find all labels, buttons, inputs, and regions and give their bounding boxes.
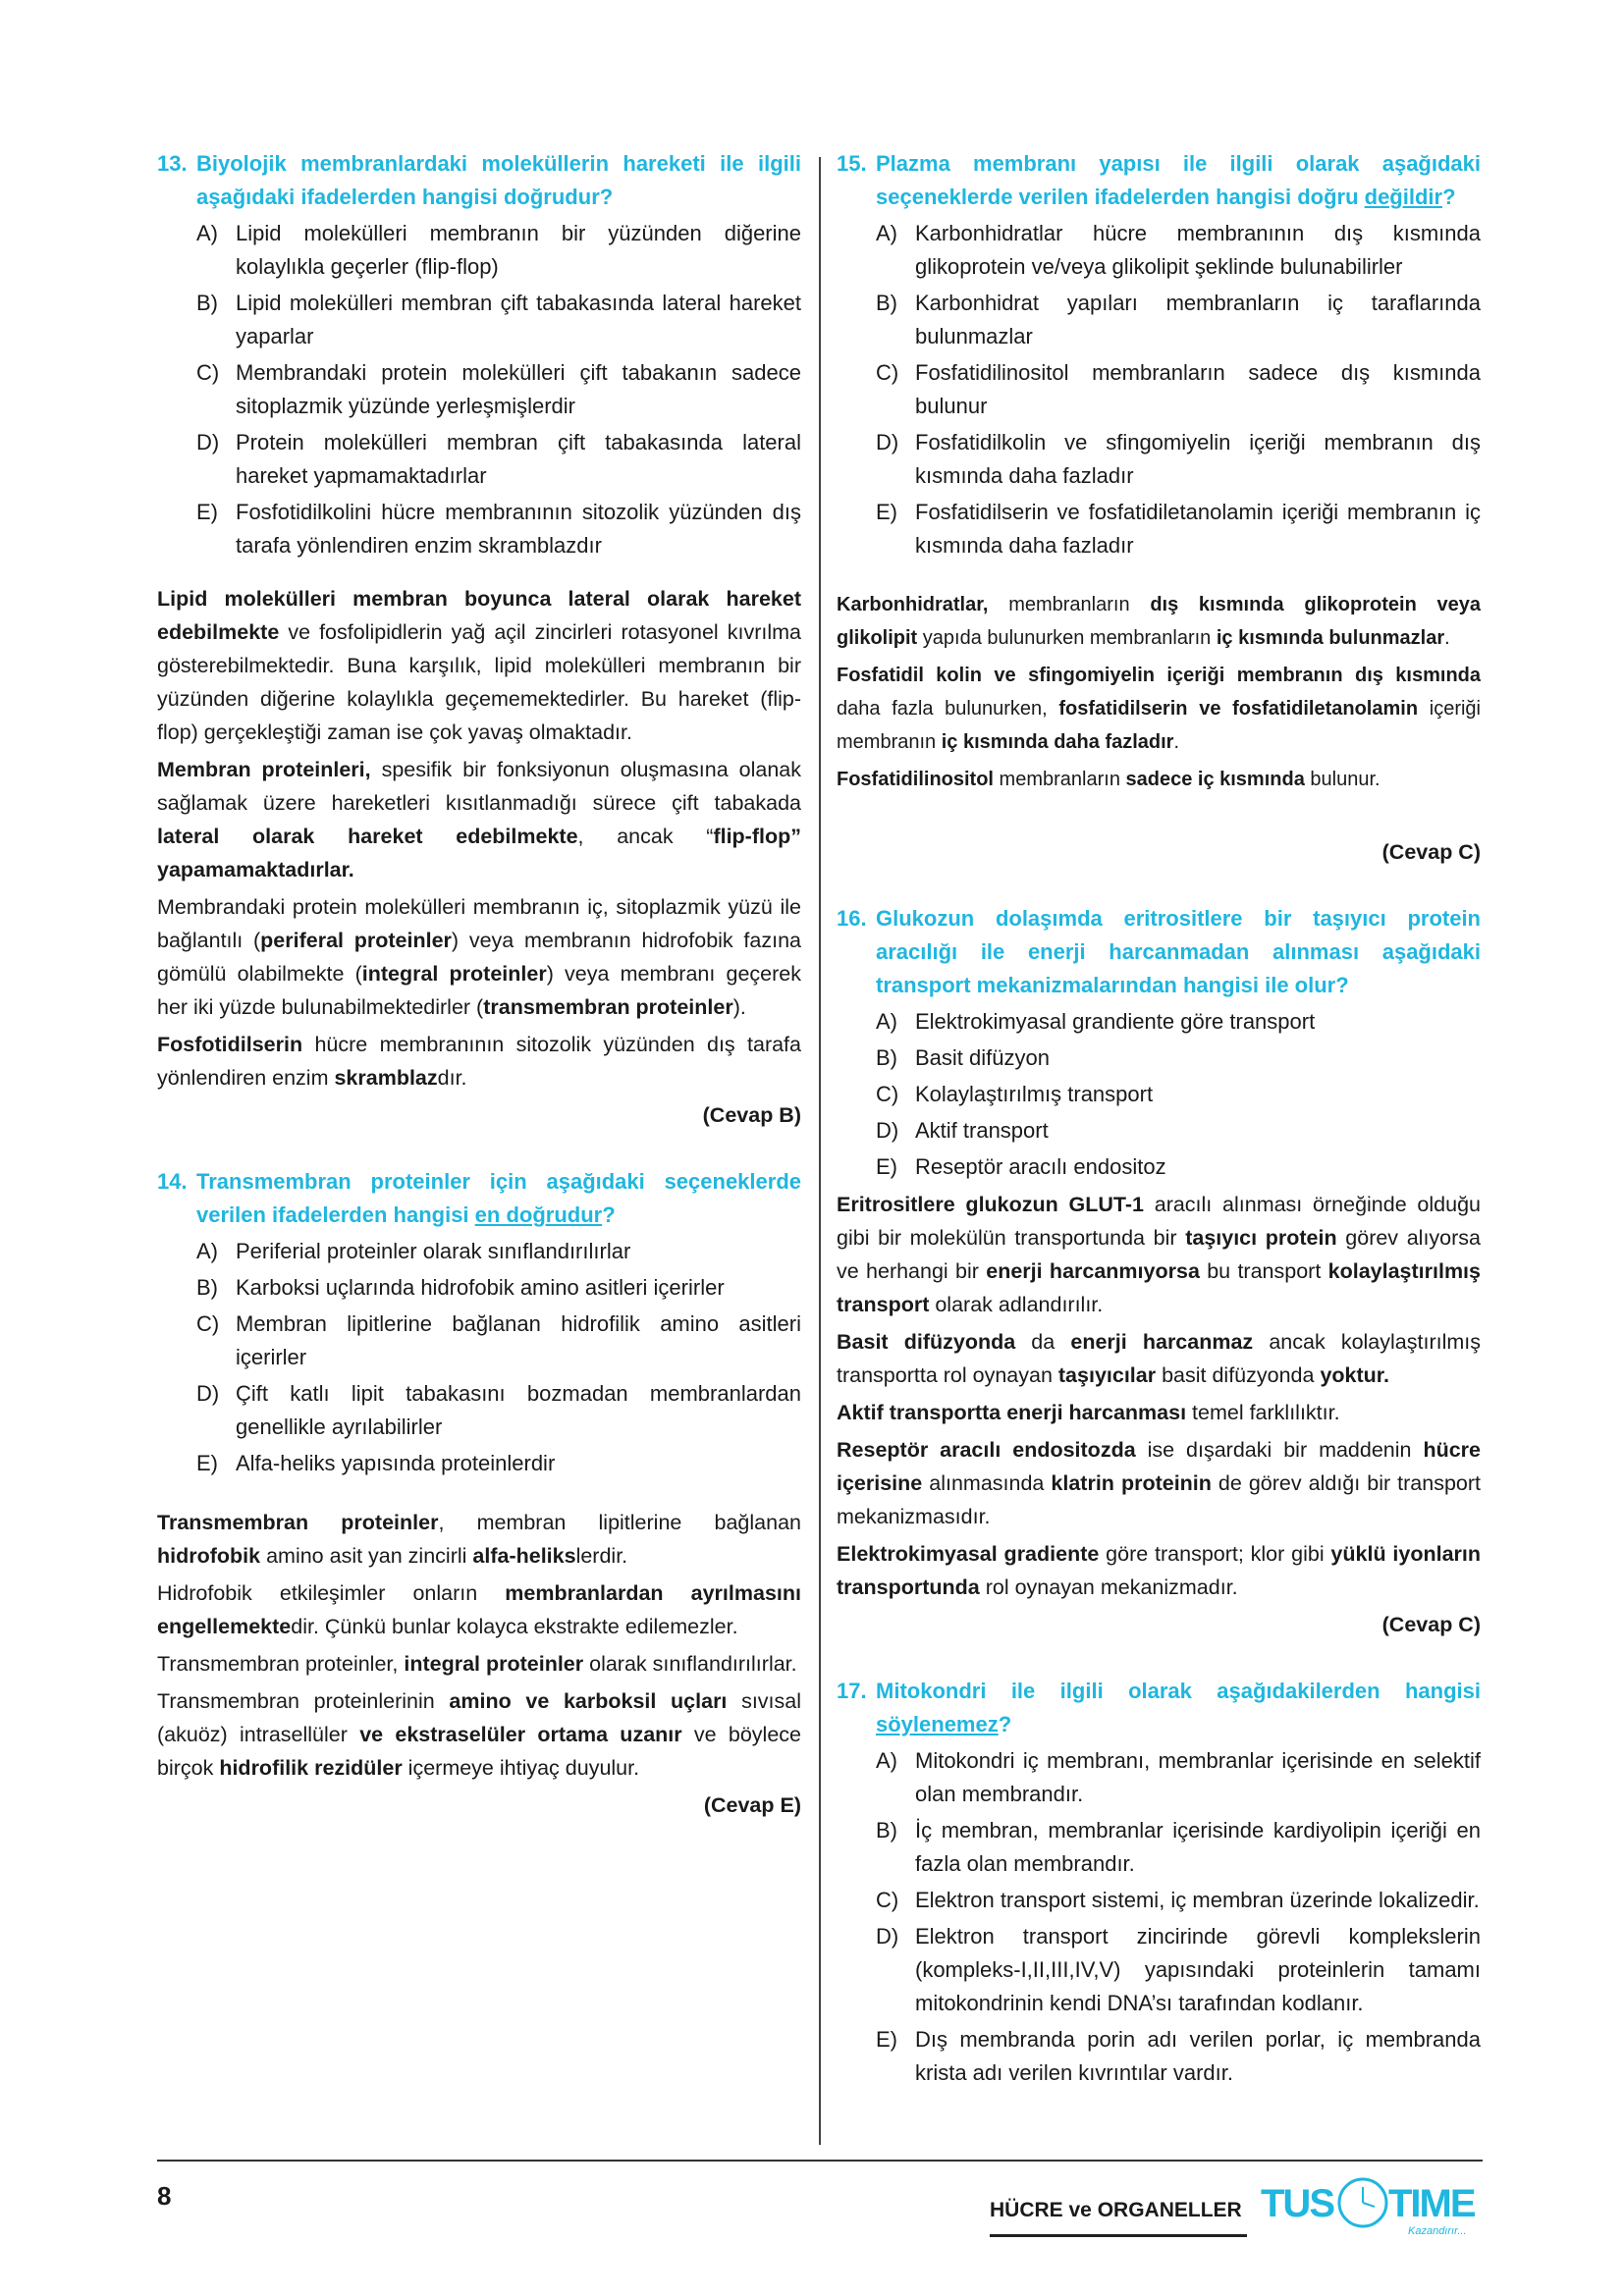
option-text: Mitokondri iç membranı, membranlar içerisinde en selektif olan membrandır. bbox=[915, 1748, 1481, 1806]
explanation-paragraph: Fosfotidilserin hücre membranının sitozolik yüzünden dış tarafa yönlendiren enzim skramblazdır. bbox=[157, 1033, 801, 1090]
explanation-14 bbox=[157, 1506, 801, 1785]
option-e bbox=[157, 1447, 801, 1480]
question-14-options bbox=[157, 1235, 801, 1480]
option-text: Protein molekülleri membran çift tabakasında lateral hareket yapmamaktadırlar bbox=[236, 430, 801, 488]
option-a bbox=[837, 217, 1481, 284]
explanation-13 bbox=[157, 582, 801, 1095]
question-16 bbox=[837, 902, 1481, 1184]
answer-14: (Cevap E) bbox=[703, 1793, 801, 1817]
option-a bbox=[157, 217, 801, 284]
option-letter: B) bbox=[196, 1275, 218, 1300]
explanation-paragraph: Elektrokimyasal gradiente göre transport; klor gibi yüklü iyonların transportunda rol oynayan mekanizmadır. bbox=[837, 1542, 1481, 1599]
question-15-options bbox=[837, 217, 1481, 562]
option-letter: D) bbox=[876, 1924, 899, 1949]
option-b bbox=[157, 1271, 801, 1305]
question-14 bbox=[157, 1165, 801, 1480]
question-number: 17. bbox=[837, 1679, 867, 1703]
option-text: Fosfotidilkolini hücre membranının sitozolik yüzünden dış tarafa yönlendiren enzim skramblazdır bbox=[236, 500, 801, 558]
answer-13: (Cevap B) bbox=[702, 1103, 801, 1127]
option-text: Karboksi uçlarında hidrofobik amino asitleri içerirler bbox=[236, 1275, 725, 1300]
option-text: Fosfatidilinositol membranların sadece dış kısmında bulunur bbox=[915, 360, 1481, 418]
option-letter: A) bbox=[876, 1009, 897, 1034]
question-text: Biyolojik membranlardaki moleküllerin hareketi ile ilgili aşağıdaki ifadelerden hangisi doğrudur? bbox=[196, 151, 801, 209]
option-c bbox=[157, 1308, 801, 1374]
question-16-stem bbox=[837, 902, 1481, 1002]
explanation-15 bbox=[837, 588, 1481, 796]
explanation-paragraph: Lipid molekülleri membran boyunca lateral olarak hareket edebilmekte ve fosfolipidlerin yağ açil zincirleri rotasyonel kıvrılma gösterebilmektedir. Buna karşılık, lipid molekülleri membranın bir yüzünden diğerine kolaylıkla geçememektedirler. Bu hareket (flip-flop) gerçekleştiği zaman ise çok yavaş olmaktadır. bbox=[157, 587, 801, 744]
right-column bbox=[837, 147, 1481, 2109]
option-letter: E) bbox=[196, 1451, 218, 1475]
explanation-paragraph: Basit difüzyonda da enerji harcanmaz ancak kolaylaştırılmış transportta rol oynayan taşıyıcılar basit difüzyonda yoktur. bbox=[837, 1330, 1481, 1387]
svg-text:TUS: TUS bbox=[1261, 2182, 1333, 2225]
option-text: Kolaylaştırılmış transport bbox=[915, 1082, 1154, 1106]
question-14-stem: 14. Transmembran proteinler için aşağıdaki seçeneklerde verilen ifadelerden hangisi en doğrudur? bbox=[157, 1165, 801, 1232]
option-b bbox=[157, 287, 801, 353]
tustime-logo bbox=[1261, 2167, 1487, 2252]
question-16-options bbox=[837, 1005, 1481, 1184]
question-number: 15. bbox=[837, 151, 867, 176]
option-text: Fosfatidilkolin ve sfingomiyelin içeriği membranın dış kısmında daha fazladır bbox=[915, 430, 1481, 488]
option-text: Fosfatidilserin ve fosfatidiletanolamin içeriği membranın iç kısmında daha fazladır bbox=[915, 500, 1481, 558]
svg-text:TIME: TIME bbox=[1388, 2182, 1475, 2225]
option-text: Lipid molekülleri membran çift tabakasında lateral hareket yaparlar bbox=[236, 291, 801, 348]
explanation-16 bbox=[837, 1188, 1481, 1604]
explanation-paragraph: Transmembran proteinler, membran lipitlerine bağlanan hidrofobik amino asit yan zincirli alfa-helikslerdir. bbox=[157, 1511, 801, 1568]
explanation-paragraph: Eritrositlere glukozun GLUT-1 aracılı alınması örneğinde olduğu gibi bir molekülün transportunda bir taşıyıcı protein görev alıyorsa ve herhangi bir enerji harcanmıyorsa bu transport kolaylaştırılmış transport olarak adlandırılır. bbox=[837, 1193, 1481, 1316]
option-letter: A) bbox=[876, 1748, 897, 1773]
option-letter: D) bbox=[196, 1381, 220, 1406]
option-text: Alfa-heliks yapısında proteinlerdir bbox=[236, 1451, 556, 1475]
option-text: Membran lipitlerine bağlanan hidrofilik amino asitleri içerirler bbox=[236, 1311, 801, 1369]
option-text: Lipid molekülleri membranın bir yüzünden diğerine kolaylıkla geçerler (flip-flop) bbox=[236, 221, 801, 279]
option-a bbox=[837, 1005, 1481, 1039]
question-number: 14. bbox=[157, 1169, 188, 1194]
option-c bbox=[837, 1884, 1481, 1917]
option-text: Dış membranda porin adı verilen porlar, iç membranda krista adı verilen kıvrıntılar vardır. bbox=[915, 2027, 1481, 2085]
option-letter: B) bbox=[196, 291, 218, 315]
option-letter: A) bbox=[196, 221, 218, 245]
option-letter: C) bbox=[876, 1888, 899, 1912]
option-letter: A) bbox=[196, 1239, 218, 1263]
option-d bbox=[837, 1114, 1481, 1148]
option-a bbox=[157, 1235, 801, 1268]
explanation-paragraph: Transmembran proteinlerinin amino ve karboksil uçları sıvısal (akuöz) intrasellüler ve ekstraselüler ortama uzanır ve böylece birçok hidrofilik rezidüler içermeye ihtiyaç duyulur. bbox=[157, 1689, 802, 1780]
option-letter: A) bbox=[876, 221, 897, 245]
option-e bbox=[837, 2023, 1481, 2090]
option-letter: E) bbox=[876, 1154, 897, 1179]
option-e bbox=[157, 496, 801, 562]
option-text: Elektron transport zincirinde görevli komplekslerin (kompleks-I,II,III,IV,V) yapısındaki proteinlerin tamamı mitokondrinin kendi DNA’sı tarafından kodlanır. bbox=[915, 1924, 1481, 2015]
question-13-stem bbox=[157, 147, 801, 214]
option-text: Basit difüzyon bbox=[915, 1045, 1050, 1070]
option-d bbox=[837, 1920, 1481, 2020]
option-a bbox=[837, 1744, 1481, 1811]
section-underline bbox=[990, 2234, 1247, 2237]
option-d bbox=[837, 426, 1481, 493]
option-text: Çift katlı lipit tabakasını bozmadan membranlardan genellikle ayrılabilirler bbox=[236, 1381, 801, 1439]
logo-graphic bbox=[1261, 2167, 1487, 2252]
option-e bbox=[837, 496, 1481, 562]
question-17-stem: 17. Mitokondri ile ilgili olarak aşağıdakilerden hangisi söylenemez? bbox=[837, 1675, 1481, 1741]
option-text: İç membran, membranlar içerisinde kardiyolipin içeriği en fazla olan membrandır. bbox=[915, 1818, 1481, 1876]
option-letter: C) bbox=[196, 1311, 220, 1336]
question-15 bbox=[837, 147, 1481, 562]
option-b bbox=[837, 1041, 1481, 1075]
explanation-paragraph: Aktif transportta enerji harcanması temel farklılıktır. bbox=[837, 1401, 1340, 1424]
explanation-paragraph: Membran proteinleri, spesifik bir fonksiyonun oluşmasına olanak sağlamak üzere hareketleri kısıtlanmadığı sürece çift tabakada lateral olarak hareket edebilmekte, ancak “flip-flop” yapamamaktadırlar. bbox=[157, 758, 801, 881]
left-column bbox=[157, 147, 801, 1855]
option-letter: B) bbox=[876, 1818, 897, 1842]
question-13 bbox=[157, 147, 801, 562]
option-letter: C) bbox=[876, 360, 899, 385]
explanation-paragraph: Fosfatidil kolin ve sfingomiyelin içeriği membranın dış kısmında daha fazla bulunurken, fosfatidilserin ve fosfatidiletanolamin içeriği membranın iç kısmında daha fazladır. bbox=[837, 665, 1481, 753]
option-letter: E) bbox=[196, 500, 218, 524]
option-letter: D) bbox=[876, 430, 899, 454]
option-text: Membrandaki protein molekülleri çift tabakanın sadece sitoplazmik yüzünde yerleşmişlerdir bbox=[236, 360, 801, 418]
page-number: 8 bbox=[157, 2181, 172, 2211]
answer-16: (Cevap C) bbox=[1381, 1613, 1481, 1636]
explanation-paragraph: Reseptör aracılı endositozda ise dışardaki bir maddenin hücre içerisine alınmasında klatrin proteinin de görev aldığı bir transport mekanizmasıdır. bbox=[837, 1438, 1482, 1528]
option-text: Aktif transport bbox=[915, 1118, 1049, 1143]
question-text: Glukozun dolaşımda eritrositlere bir taşıyıcı protein aracılığı ile enerji harcanmadan alınması aşağıdaki transport mekanizmalarından hangisi ile olur? bbox=[876, 906, 1481, 997]
question-number: 13. bbox=[157, 151, 188, 176]
option-text: Karbonhidrat yapıları membranların iç taraflarında bulunmazlar bbox=[915, 291, 1481, 348]
option-b bbox=[837, 287, 1481, 353]
column-divider bbox=[819, 157, 821, 2145]
option-d bbox=[157, 1377, 801, 1444]
explanation-paragraph: Membrandaki protein molekülleri membranın iç, sitoplazmik yüzü ile bağlantılı (periferal proteinler) veya membranın hidrofobik fazına gömülü olabilmekte (integral proteinler) veya membranı geçerek her iki yüzde bulunabilmektedirler (transmembran proteinler). bbox=[157, 895, 801, 1019]
question-15-stem: 15. Plazma membranı yapısı ile ilgili olarak aşağıdaki seçeneklerde verilen ifadelerden hangisi doğru değildir? bbox=[837, 147, 1481, 214]
option-letter: E) bbox=[876, 2027, 897, 2052]
option-letter: E) bbox=[876, 500, 897, 524]
option-text: Karbonhidratlar hücre membranının dış kısmında glikoprotein ve/veya glikolipit şeklinde bulunabilirler bbox=[915, 221, 1481, 279]
option-d bbox=[157, 426, 801, 493]
answer-15: (Cevap C) bbox=[1381, 840, 1481, 864]
option-letter: B) bbox=[876, 291, 897, 315]
option-e bbox=[837, 1150, 1481, 1184]
question-17-options bbox=[837, 1744, 1481, 2090]
explanation-paragraph: Karbonhidratlar, membranların dış kısmında glikoprotein veya glikolipit yapıda bulunurken membranların iç kısmında bulunmazlar. bbox=[837, 594, 1482, 649]
footer-rule bbox=[157, 2160, 1483, 2162]
question-number: 16. bbox=[837, 906, 867, 931]
option-b bbox=[837, 1814, 1481, 1881]
option-letter: D) bbox=[876, 1118, 899, 1143]
explanation-paragraph: Hidrofobik etkileşimler onların membranlardan ayrılmasını engellemektedir. Çünkü bunlar kolayca ekstrakte edilemezler. bbox=[157, 1581, 801, 1638]
option-c bbox=[157, 356, 801, 423]
option-letter: C) bbox=[876, 1082, 899, 1106]
option-letter: B) bbox=[876, 1045, 897, 1070]
option-text: Elektrokimyasal grandiente göre transport bbox=[915, 1009, 1316, 1034]
question-13-options bbox=[157, 217, 801, 562]
option-letter: D) bbox=[196, 430, 220, 454]
explanation-paragraph: Fosfatidilinositol membranların sadece iç kısmında bulunur. bbox=[837, 769, 1380, 790]
option-text: Elektron transport sistemi, iç membran üzerinde lokalizedir. bbox=[915, 1888, 1480, 1912]
question-17 bbox=[837, 1675, 1481, 2090]
option-text: Periferial proteinler olarak sınıflandırılırlar bbox=[236, 1239, 631, 1263]
explanation-paragraph: Transmembran proteinler, integral proteinler olarak sınıflandırılırlar. bbox=[157, 1652, 797, 1676]
option-text: Reseptör aracılı endositoz bbox=[915, 1154, 1166, 1179]
option-c bbox=[837, 1078, 1481, 1111]
section-title: HÜCRE ve ORGANELLER bbox=[990, 2199, 1242, 2221]
svg-text:Kazandırır...: Kazandırır... bbox=[1408, 2225, 1467, 2237]
option-c bbox=[837, 356, 1481, 423]
option-letter: C) bbox=[196, 360, 220, 385]
